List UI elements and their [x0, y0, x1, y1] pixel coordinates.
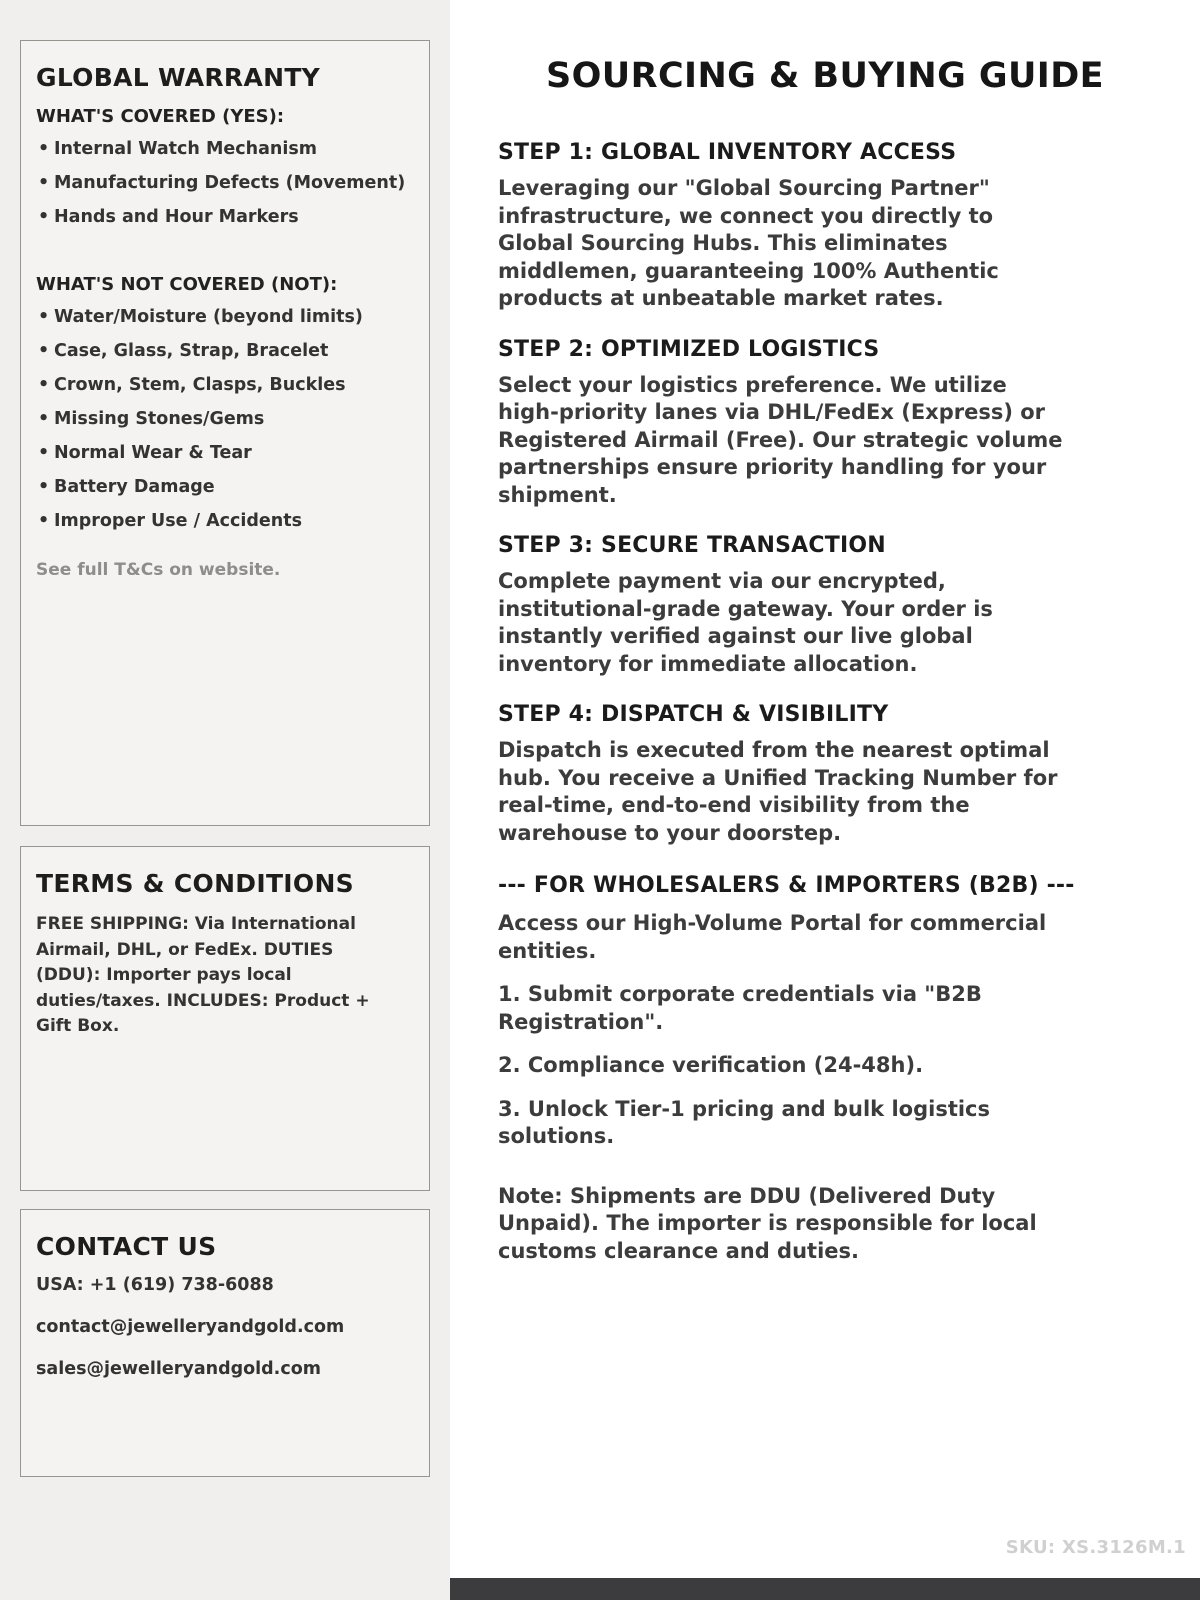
warranty-title: GLOBAL WARRANTY — [36, 63, 321, 92]
b2b-item: 3. Unlock Tier-1 pricing and bulk logistics solutions. — [498, 1096, 991, 1148]
warranty-panel — [20, 40, 430, 826]
not-covered-item: • Crown, Stem, Clasps, Buckles — [36, 375, 414, 396]
not-covered-item: • Case, Glass, Strap, Bracelet — [36, 341, 414, 362]
step-1-heading: STEP 1: GLOBAL INVENTORY ACCESS — [498, 140, 957, 165]
not-covered-item: • Water/Moisture (beyond limits) — [36, 307, 414, 328]
step-3-body: Complete payment via our encrypted, institutional-grade gateway. Your order is instantly verified against our live global inventory for immediate allocation. — [498, 569, 993, 676]
step-4-body: Dispatch is executed from the nearest optimal hub. You receive a Unified Tracking Number for real-time, end-to-end visibility from the warehouse to your doorstep. — [498, 738, 1058, 845]
bottom-bar — [450, 1578, 1200, 1600]
contact-email-sales: sales@jewelleryandgold.com — [36, 1359, 321, 1379]
covered-item: • Manufacturing Defects (Movement) — [36, 173, 414, 194]
step-2-section — [498, 337, 1152, 510]
covered-heading: WHAT'S COVERED (YES): — [36, 106, 285, 127]
main-content — [450, 0, 1200, 1600]
not-covered-item: • Missing Stones/Gems — [36, 409, 414, 430]
not-covered-item: • Normal Wear & Tear — [36, 443, 414, 464]
warranty-footnote: See full T&Cs on website. — [36, 560, 281, 580]
sku-label: SKU: XS.3126M.1 — [1005, 1537, 1186, 1558]
contact-title: CONTACT US — [36, 1232, 217, 1261]
covered-item: • Hands and Hour Markers — [36, 207, 414, 228]
b2b-note: Note: Shipments are DDU (Delivered Duty Unpaid). The importer is responsible for local customs clearance and duties. — [498, 1183, 1037, 1263]
not-covered-list — [36, 307, 414, 532]
contact-panel — [20, 1209, 430, 1477]
covered-list — [36, 139, 414, 228]
contact-email-primary: contact@jewelleryandgold.com — [36, 1317, 345, 1337]
step-1-section — [498, 140, 1152, 313]
b2b-section — [498, 873, 1152, 1265]
not-covered-item: • Improper Use / Accidents — [36, 511, 414, 532]
step-3-heading: STEP 3: SECURE TRANSACTION — [498, 533, 886, 558]
b2b-heading: --- FOR WHOLESALERS & IMPORTERS (B2B) --- — [498, 873, 1075, 898]
sidebar — [0, 0, 450, 1600]
step-2-heading: STEP 2: OPTIMIZED LOGISTICS — [498, 336, 880, 362]
terms-title: TERMS & CONDITIONS — [36, 869, 354, 898]
step-4-section — [498, 702, 1152, 847]
not-covered-item: • Battery Damage — [36, 477, 414, 498]
step-2-body: Select your logistics preference. We utilize high-priority lanes via DHL/FedEx (Express) or Registered Airmail (Free). Our strategic volume partnerships ensure priority handling for your shipment. — [498, 372, 1063, 507]
terms-panel — [20, 846, 430, 1191]
terms-body: FREE SHIPPING: Via International Airmail, DHL, or FedEx. DUTIES (DDU): Importer pays local duties/taxes. INCLUDES: Product + Gift Box. — [36, 914, 370, 1036]
step-3-section — [498, 533, 1152, 678]
contact-phone: USA: +1 (619) 738-6088 — [36, 1275, 274, 1295]
covered-item: • Internal Watch Mechanism — [36, 139, 414, 160]
not-covered-heading: WHAT'S NOT COVERED (NOT): — [36, 274, 338, 295]
step-4-heading: STEP 4: DISPATCH & VISIBILITY — [498, 702, 889, 727]
page-title: SOURCING & BUYING GUIDE — [546, 56, 1104, 96]
b2b-intro: Access our High-Volume Portal for commercial entities. — [498, 911, 1047, 963]
b2b-item: 1. Submit corporate credentials via "B2B Registration". — [498, 982, 982, 1034]
step-1-body: Leveraging our "Global Sourcing Partner" infrastructure, we connect you directly to Global Sourcing Hubs. This eliminates middlemen, guaranteeing 100% Authentic products at unbeatable market rates. — [498, 176, 999, 310]
b2b-item: 2. Compliance verification (24-48h). — [498, 1053, 924, 1077]
